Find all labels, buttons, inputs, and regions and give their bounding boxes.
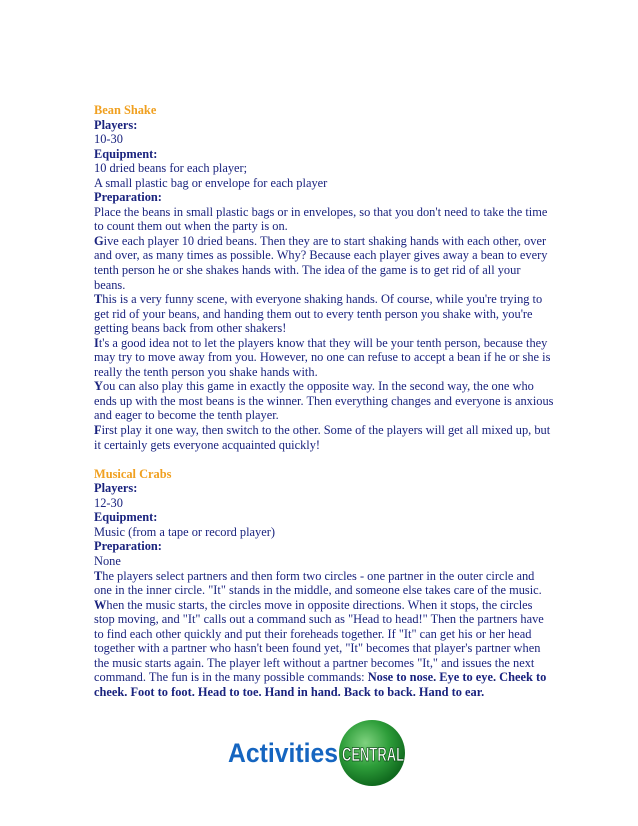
preparation-text: None (94, 553, 121, 568)
drop-cap: G (94, 233, 104, 248)
paragraph (94, 379, 554, 423)
preparation-text: Place the beans in small plastic bags or in envelopes, so that you don't need to take the time to count them out when the party is on. (94, 204, 548, 234)
drop-cap: T (94, 292, 103, 307)
drop-cap: T (94, 568, 103, 583)
paragraph-text: ou can also play this game in exactly the opposite way. In the second way, the one who ends up with the most beans is the winner. Then everything changes and everyone is anxious and eager to become the tenth player. (94, 379, 554, 423)
drop-cap: I (94, 335, 99, 350)
paragraph-text: hen the music starts, the circles move in opposite directions. When it stops, the circles stop moving, and "It" calls out a command such as "Head to head!" Then the partners have to find each other quickly and put their foreheads together. If "It" can get his or her head together with a partner who hasn't been found yet, "It" becomes that player's partner when the music starts again. The player left without a partner becomes "It," and issues the next command. The fun is in the many possible commands: (94, 597, 544, 685)
players-value: 10-30 (94, 132, 123, 147)
paragraph-text: his is a very funny scene, with everyone shaking hands. Of course, while you're trying to get rid of your beans, and handing them out to every tenth person you shake with, you're getting beans back from other shakers! (94, 292, 543, 336)
equipment-line: A small plastic bag or envelope for each player (94, 175, 328, 190)
paragraph-text: he players select partners and then form two circles - one partner in the outer circle and one in the inner circle. "It" stands in the middle, and someone else takes care of the music. (94, 568, 542, 598)
commands-list: Nose to nose. Eye to eye. Cheek to cheek. Foot to foot. Head to toe. Hand in hand. Back to back. Hand to ear. (94, 670, 547, 699)
section-title: Musical Crabs (94, 466, 172, 481)
preparation-label: Preparation: (94, 190, 162, 205)
paragraph-text: t's a good idea not to let the players know that they will be your tenth person, because they may try to move away from you. However, no one can refuse to accept a bean if he or she is really the tenth person you shake hands with. (94, 335, 551, 379)
section-musical-crabs (94, 467, 554, 700)
equipment-label: Equipment: (94, 510, 158, 525)
drop-cap: Y (94, 379, 103, 394)
equipment-line: Music (from a tape or record player) (94, 524, 275, 539)
equipment-line: 10 dried beans for each player; (94, 161, 248, 176)
preparation-label: Preparation: (94, 539, 162, 554)
drop-cap: F (94, 423, 102, 438)
paragraph (94, 234, 554, 292)
document-body (94, 103, 554, 699)
paragraph-text: irst play it one way, then switch to the other. Some of the players will get all mixed up, but it certainly gets everyone acquainted quickly! (94, 423, 551, 452)
paragraph (94, 598, 554, 700)
players-value: 12-30 (94, 495, 123, 510)
paragraph-text: ive each player 10 dried beans. Then they are to start shaking hands with each other, over and over, as many times as possible. Why? Because each player gives away a bean to every tenth person he or she shakes hands with. The idea of the game is to get rid of all your beans. (94, 233, 548, 292)
logo-word-central: CENTRAL (342, 745, 405, 766)
section-spacer (94, 452, 554, 467)
logo-word-activities: Activities (228, 738, 338, 768)
players-label: Players: (94, 481, 138, 496)
equipment-label: Equipment: (94, 146, 158, 161)
drop-cap: W (94, 597, 107, 612)
section-title: Bean Shake (94, 103, 157, 117)
section-bean-shake (94, 103, 554, 452)
paragraph (94, 292, 554, 336)
paragraph (94, 423, 554, 452)
paragraph (94, 569, 554, 598)
players-label: Players: (94, 117, 138, 132)
activities-central-logo (228, 720, 412, 790)
paragraph (94, 336, 554, 380)
